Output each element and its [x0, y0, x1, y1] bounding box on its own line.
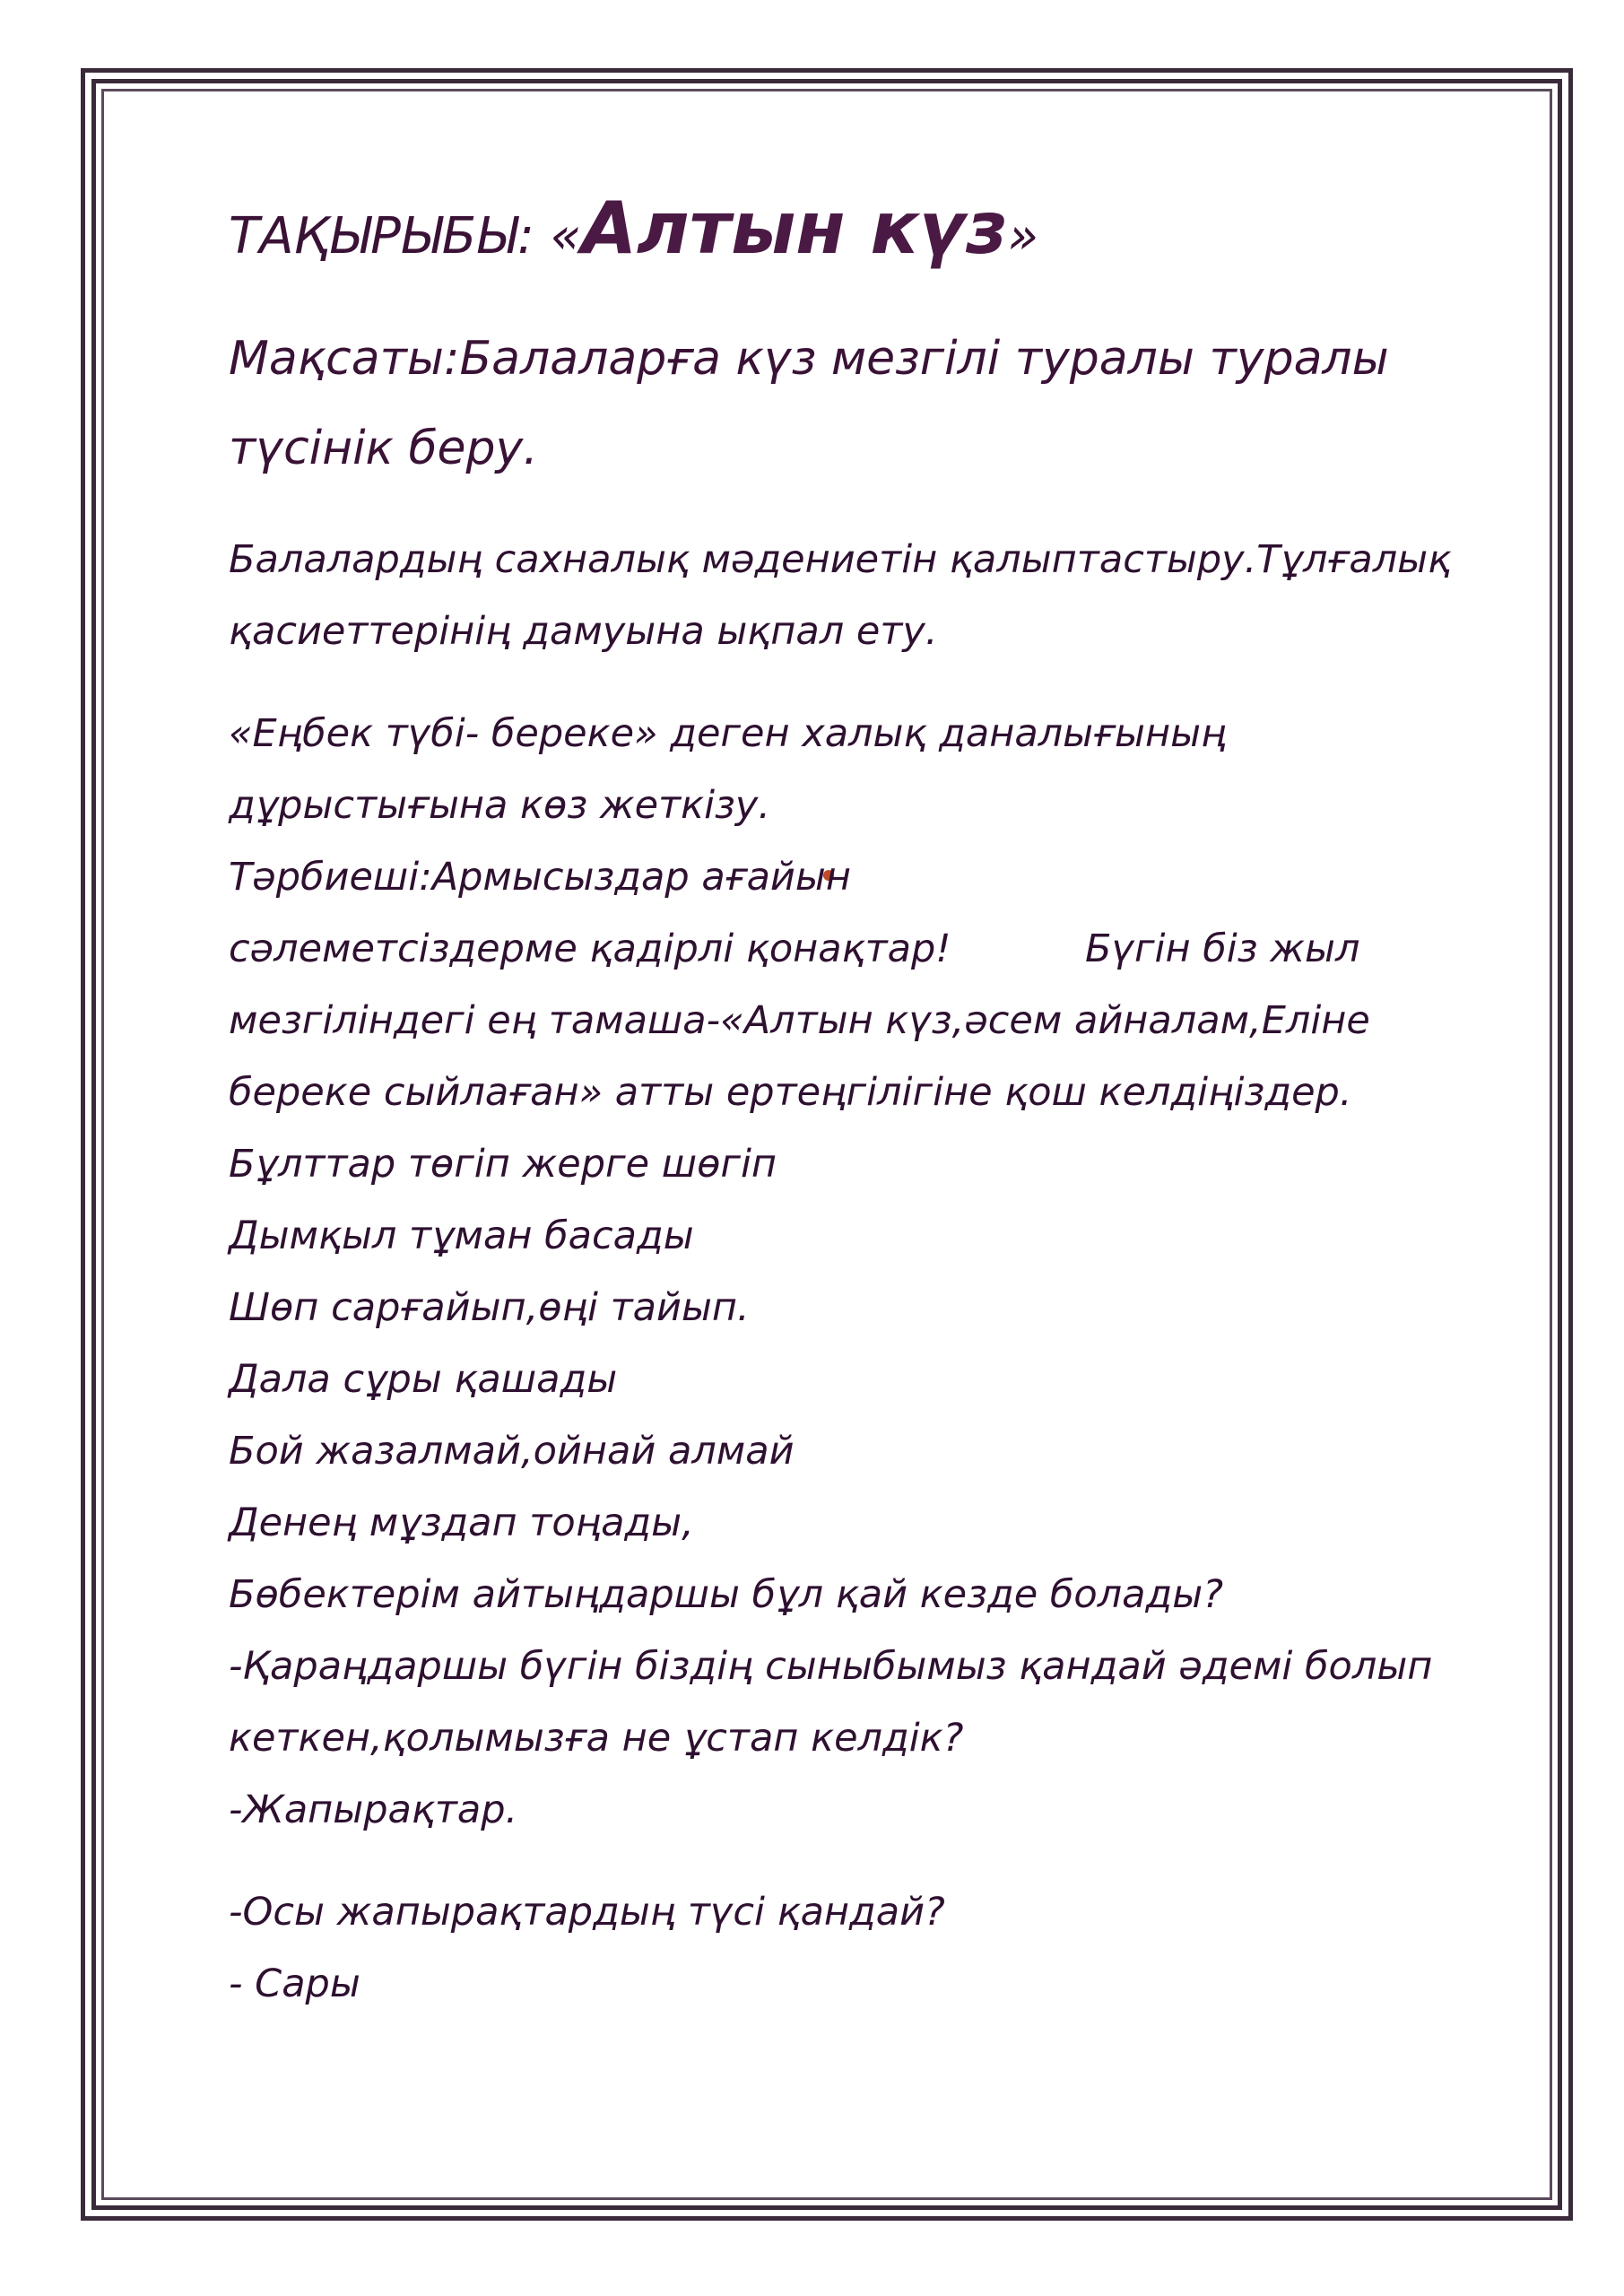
- paragraph-development: Балалардың сахналық мәдениетін қалыптастыру.Тұлғалық қасиеттерінің дамуына ықпал ету.: [229, 537, 1452, 654]
- title-main: Алтын күз: [581, 187, 1008, 270]
- greeting-rest: мезгіліндегі ең тамаша-«Алтын күз,әсем айналам,Еліне береке сыйлаған» атты ертеңгілігіне қош келдіңіздер.: [229, 998, 1370, 1115]
- greeting-text: Тәрбиеші:Армысыздар ағайын сәлеметсіздерме қадірлі қонақтар!: [229, 855, 951, 971]
- dialog: [229, 1631, 1502, 2020]
- title-prefix: ТАҚЫРЫБЫ: «: [229, 207, 582, 265]
- paragraph-greeting: [229, 841, 1484, 1128]
- body-text: [229, 524, 1502, 2020]
- poem: [229, 1128, 1502, 1631]
- poem-line: Шөп сарғайып,өңі тайып.: [229, 1285, 750, 1330]
- poem-line: Бөбектерім айтыңдаршы бұл қай кезде болады?: [229, 1572, 1224, 1617]
- poem-line: Бой жазалмай,ойнай алмай: [229, 1429, 795, 1474]
- title-suffix: »: [1007, 207, 1039, 265]
- greeting-line: [229, 841, 1484, 985]
- poem-line: Денең мұздап тоңады,: [229, 1500, 694, 1545]
- dialog-answer-2: - Сары: [229, 1961, 360, 2006]
- goal-statement: Мақсаты:Балаларға күз мезгілі туралы туралы түсінік беру.: [229, 332, 1389, 475]
- poem-line: Дымқыл тұман басады: [229, 1213, 694, 1258]
- dialog-answer-1: -Жапырақтар.: [229, 1787, 518, 1832]
- dialog-question-1: -Қараңдаршы бүгін біздің сыныбымыз қандай әдемі болып кеткен,қолымызға не ұстап келдік?: [229, 1644, 1433, 1761]
- dialog-question-2: -Осы жапырақтардың түсі қандай?: [229, 1890, 945, 1935]
- document-content: [229, 179, 1502, 2020]
- page-title: [229, 179, 1502, 278]
- paragraph-proverb: «Еңбек түбі- береке» деген халық даналығының дұрыстығына көз жеткізу.: [229, 711, 1227, 828]
- poem-line: Бұлттар төгіп жерге шөгіп: [229, 1142, 777, 1187]
- poem-line: Дала сұры қашады: [229, 1357, 618, 1402]
- greeting-today: Бүгін біз жыл: [1085, 926, 1360, 971]
